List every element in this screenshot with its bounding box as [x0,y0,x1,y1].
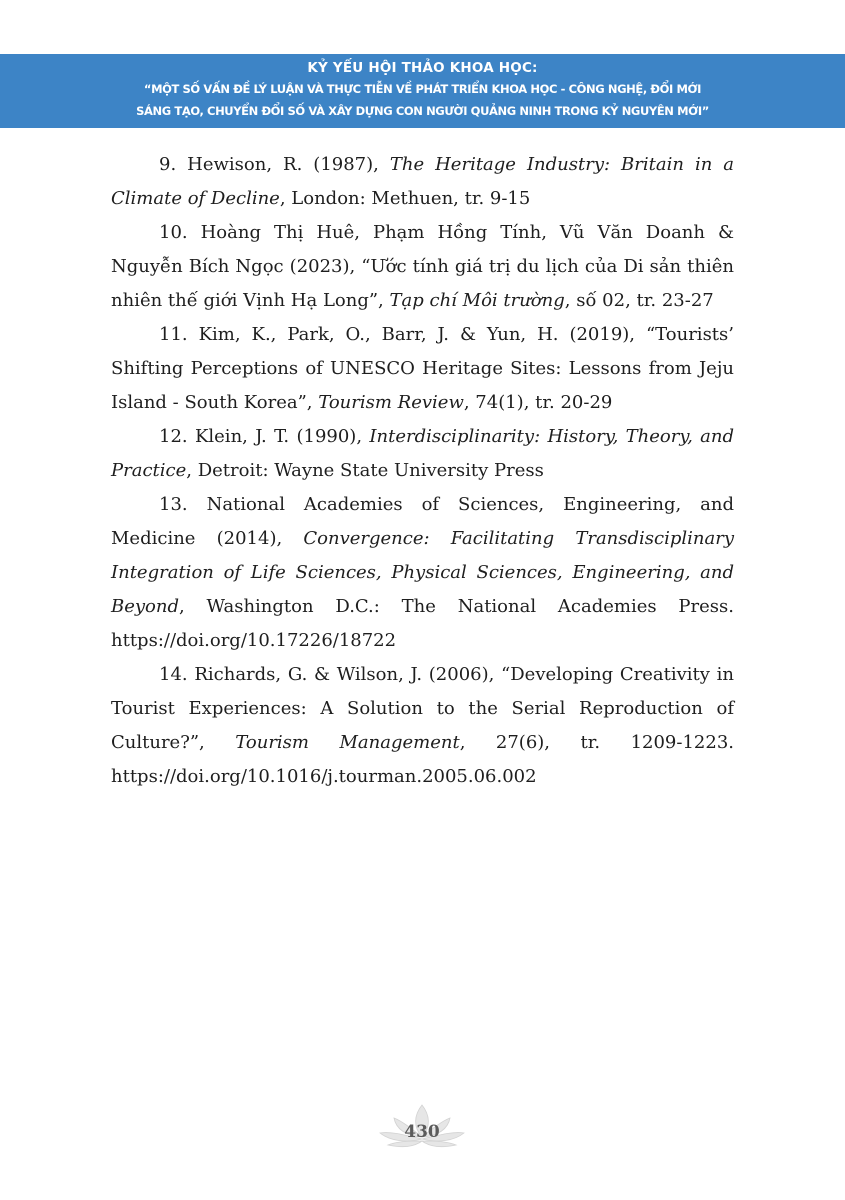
reference-work-title: Convergence: Facilitating Transdisciplinary Integration of Life Sciences, Physical Sciences, Engineering, and Beyond [111,528,734,617]
reference-item [111,488,734,658]
reference-details: , 27(6), tr. 1209-1223. https://doi.org/10.1016/j.tourman.2005.06.002 [111,732,734,787]
reference-item [111,148,734,216]
reference-item [111,216,734,318]
reference-details: , 74(1), tr. 20-29 [463,392,613,413]
reference-item [111,420,734,488]
reference-item [111,658,734,794]
reference-work-title: Interdisciplinarity: History, Theory, and Practice [111,426,735,481]
conference-title-line-2: SÁNG TẠO, CHUYỂN ĐỔI SỐ VÀ XÂY DỰNG CON NGƯỜI QUẢNG NINH TRONG KỶ NGUYÊN MỚI” [136,104,709,118]
reference-list [111,148,734,794]
reference-text: 12. Klein, J. T. (1990), [159,426,370,447]
reference-work-title: The Heritage Industry: Britain in a Climate of Decline [111,154,735,209]
reference-work-title: Tourism Management [235,732,460,753]
reference-text: 11. Kim, K., Park, O., Barr, J. & Yun, H. (2019), “Tourists’ Shifting Perceptions of UNESCO Heritage Sites: Lessons from Jeju Island - South Korea”, [111,324,734,413]
reference-item [111,318,734,420]
reference-text: 14. Richards, G. & Wilson, J. (2006), “Developing Creativity in Tourist Experiences: A Solution to the Serial Reproduction of Culture?”, [111,664,734,753]
conference-title-line-1: “MỘT SỐ VẤN ĐỀ LÝ LUẬN VÀ THỰC TIỄN VỀ PHÁT TRIỂN KHOA HỌC - CÔNG NGHỆ, ĐỔI MỚI [143,82,702,96]
reference-details: , Detroit: Wayne State University Press [186,460,544,481]
reference-details: , Washington D.C.: The National Academies Press. https://doi.org/10.17226/18722 [111,596,734,651]
proceedings-title: KỶ YẾU HỘI THẢO KHOA HỌC: [307,60,538,76]
reference-work-title: Tạp chí Môi trường [389,290,565,311]
reference-text: 13. National Academies of Sciences, Engineering, and Medicine (2014), [111,494,734,549]
reference-details: , số 02, tr. 23-27 [564,290,714,311]
reference-text: 9. Hewison, R. (1987), [159,154,390,175]
reference-work-title: Tourism Review [318,392,464,413]
header-banner [0,54,845,128]
page-number: 430 [404,1122,440,1142]
page-footer [372,1103,472,1149]
reference-text: 10. Hoàng Thị Huê, Phạm Hồng Tính, Vũ Văn Doanh & Nguyễn Bích Ngọc (2023), “Ước tính giá trị du lịch của Di sản thiên nhiên thế giới Vịnh Hạ Long”, [111,222,734,311]
reference-details: , London: Methuen, tr. 9-15 [279,188,531,209]
